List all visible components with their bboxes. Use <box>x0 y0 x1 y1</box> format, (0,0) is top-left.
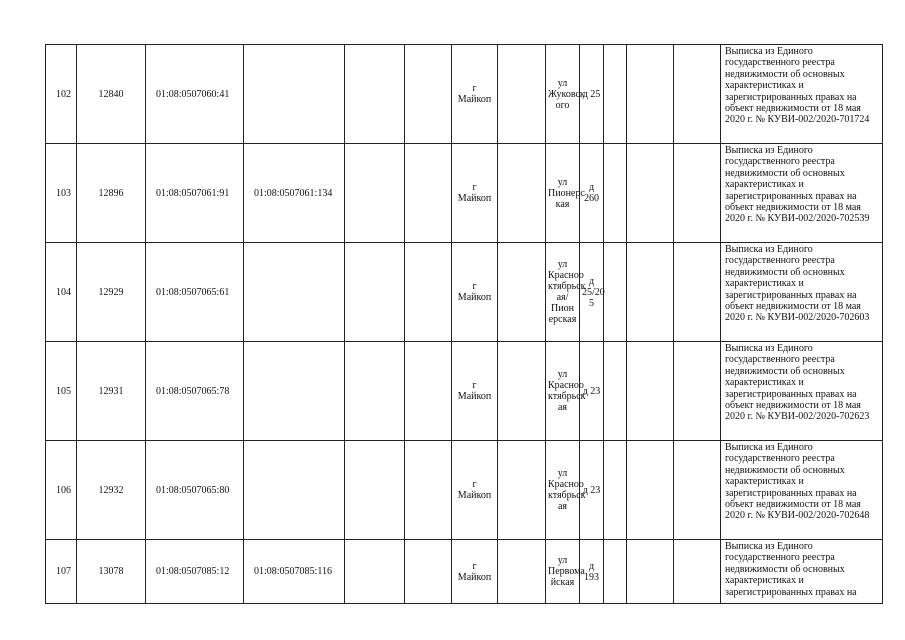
empty-cell <box>345 540 405 604</box>
empty-cell <box>674 243 721 342</box>
empty-cell <box>498 342 546 441</box>
empty-cell <box>627 342 674 441</box>
registry-id-cell: 12840 <box>77 45 146 144</box>
empty-cell <box>405 144 452 243</box>
empty-cell <box>627 45 674 144</box>
empty-cell <box>604 441 627 540</box>
street-cell: ул Краснoo ктябрьск ая <box>546 441 580 540</box>
row-number-cell: 102 <box>46 45 77 144</box>
empty-cell <box>405 45 452 144</box>
empty-cell <box>345 243 405 342</box>
empty-cell <box>405 540 452 604</box>
empty-cell <box>405 342 452 441</box>
empty-cell <box>674 540 721 604</box>
street-cell: ул Краснoo ктябрьск ая <box>546 342 580 441</box>
empty-cell <box>627 441 674 540</box>
street-cell: ул Пионерс кая <box>546 144 580 243</box>
parent-cadastral-cell <box>244 441 345 540</box>
parent-cadastral-cell: 01:08:0507085:116 <box>244 540 345 604</box>
street-cell: ул Жуковск ого <box>546 45 580 144</box>
parent-cadastral-cell <box>244 342 345 441</box>
city-cell: г Майкоп <box>452 243 498 342</box>
empty-cell <box>405 243 452 342</box>
house-cell: д 23 <box>580 441 604 540</box>
registry-id-cell: 12932 <box>77 441 146 540</box>
empty-cell <box>627 540 674 604</box>
house-cell: д 25/20 5 <box>580 243 604 342</box>
document-description-cell: Выписка из Единого государственного реестра недвижимости об основных характеристиках и зарегистрированных правах на объект недвижимости от 18 мая 2020 г. № КУВИ-002/2020-702539 <box>721 144 883 243</box>
city-cell: г Майкоп <box>452 45 498 144</box>
city-cell: г Майкоп <box>452 342 498 441</box>
table-row <box>46 144 883 243</box>
empty-cell <box>674 441 721 540</box>
cadastral-number-cell: 01:08:0507065:80 <box>146 441 244 540</box>
cadastral-number-cell: 01:08:0507065:61 <box>146 243 244 342</box>
cadastral-number-cell: 01:08:0507085:12 <box>146 540 244 604</box>
empty-cell <box>345 45 405 144</box>
empty-cell <box>498 45 546 144</box>
parent-cadastral-cell <box>244 45 345 144</box>
empty-cell <box>498 441 546 540</box>
cadastral-number-cell: 01:08:0507060:41 <box>146 45 244 144</box>
parent-cadastral-cell <box>244 243 345 342</box>
parent-cadastral-cell: 01:08:0507061:134 <box>244 144 345 243</box>
table-row <box>46 342 883 441</box>
empty-cell <box>345 441 405 540</box>
registry-id-cell: 12929 <box>77 243 146 342</box>
empty-cell <box>498 243 546 342</box>
row-number-cell: 107 <box>46 540 77 604</box>
empty-cell <box>498 144 546 243</box>
document-description-cell: Выписка из Единого государственного реестра недвижимости об основных характеристиках и зарегистрированных правах на объект недвижимости от 18 мая 2020 г. № КУВИ-002/2020-702603 <box>721 243 883 342</box>
empty-cell <box>674 45 721 144</box>
street-cell: ул Первома йская <box>546 540 580 604</box>
property-table <box>45 44 883 604</box>
house-cell: д 25 <box>580 45 604 144</box>
document-description-cell: Выписка из Единого государственного реестра недвижимости об основных характеристиках и зарегистрированных правах на объект недвижимости от 18 мая 2020 г. № КУВИ-002/2020-702648 <box>721 441 883 540</box>
table-row <box>46 45 883 144</box>
empty-cell <box>604 45 627 144</box>
empty-cell <box>345 342 405 441</box>
table-row <box>46 243 883 342</box>
house-cell: д 23 <box>580 342 604 441</box>
empty-cell <box>674 342 721 441</box>
empty-cell <box>604 243 627 342</box>
house-cell: д 260 <box>580 144 604 243</box>
row-number-cell: 104 <box>46 243 77 342</box>
house-cell: д 193 <box>580 540 604 604</box>
empty-cell <box>405 441 452 540</box>
city-cell: г Майкоп <box>452 540 498 604</box>
city-cell: г Майкоп <box>452 144 498 243</box>
registry-id-cell: 12931 <box>77 342 146 441</box>
empty-cell <box>345 144 405 243</box>
registry-id-cell: 13078 <box>77 540 146 604</box>
empty-cell <box>604 540 627 604</box>
row-number-cell: 106 <box>46 441 77 540</box>
document-description-cell: Выписка из Единого государственного реестра недвижимости об основных характеристиках и зарегистрированных правах на <box>721 540 883 604</box>
empty-cell <box>498 540 546 604</box>
empty-cell <box>627 243 674 342</box>
empty-cell <box>674 144 721 243</box>
document-description-cell: Выписка из Единого государственного реестра недвижимости об основных характеристиках и зарегистрированных правах на объект недвижимости от 18 мая 2020 г. № КУВИ-002/2020-701724 <box>721 45 883 144</box>
city-cell: г Майкоп <box>452 441 498 540</box>
empty-cell <box>604 342 627 441</box>
table-row <box>46 441 883 540</box>
document-description-cell: Выписка из Единого государственного реестра недвижимости об основных характеристиках и зарегистрированных правах на объект недвижимости от 18 мая 2020 г. № КУВИ-002/2020-702623 <box>721 342 883 441</box>
cadastral-number-cell: 01:08:0507061:91 <box>146 144 244 243</box>
empty-cell <box>627 144 674 243</box>
row-number-cell: 105 <box>46 342 77 441</box>
registry-id-cell: 12896 <box>77 144 146 243</box>
cadastral-number-cell: 01:08:0507065:78 <box>146 342 244 441</box>
row-number-cell: 103 <box>46 144 77 243</box>
street-cell: ул Краснoo ктябрьск ая/Пион ерская <box>546 243 580 342</box>
table-row <box>46 540 883 604</box>
empty-cell <box>604 144 627 243</box>
